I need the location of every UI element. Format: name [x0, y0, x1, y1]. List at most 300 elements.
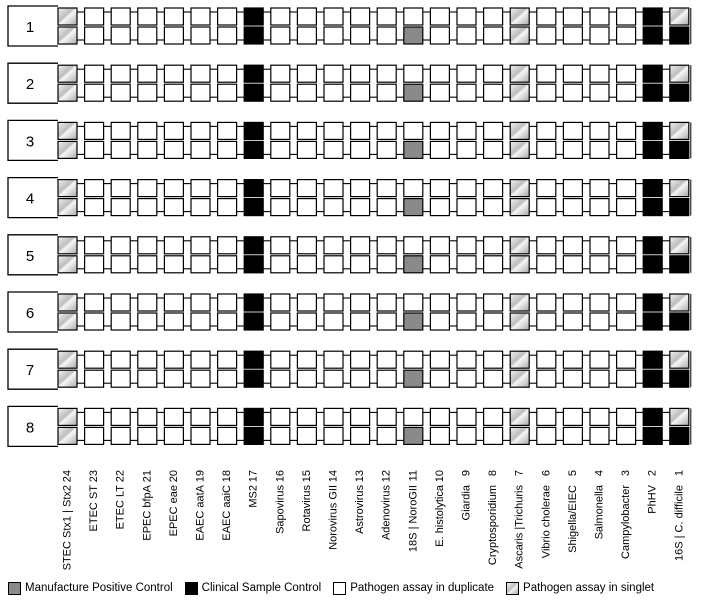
legend-label: Pathogen assay in singlet: [523, 582, 655, 594]
well-bottom: [404, 84, 423, 101]
well-top: [404, 294, 423, 311]
card-row: [8, 406, 691, 446]
well-bottom: [218, 427, 237, 444]
well-bottom: [218, 27, 237, 44]
well-top: [484, 237, 503, 254]
column-number: 12: [380, 470, 393, 483]
well-bottom: [85, 256, 104, 273]
well-bottom: [138, 141, 157, 158]
well-bottom: [590, 84, 609, 101]
well-top: [218, 122, 237, 139]
well-top: [138, 122, 157, 139]
well-bottom: [191, 84, 210, 101]
well-top: [430, 180, 449, 197]
well-bottom: [590, 370, 609, 387]
well-top: [271, 65, 290, 82]
well-bottom: [617, 256, 636, 273]
well-bottom: [351, 370, 370, 387]
well-top: [351, 180, 370, 197]
well-bottom: [404, 313, 423, 330]
well-top: [537, 122, 556, 139]
well-top: [457, 8, 476, 25]
well-top: [191, 351, 210, 368]
well-top: [643, 351, 662, 368]
well-top: [643, 8, 662, 25]
well-top: [617, 65, 636, 82]
well-bottom: [617, 427, 636, 444]
column-number: 7: [513, 470, 526, 477]
column-label: Salmonella: [593, 485, 606, 540]
column-label: Adenovirus: [380, 485, 393, 541]
well-bottom: [643, 370, 662, 387]
well-top: [617, 237, 636, 254]
column-number: 11: [407, 470, 420, 482]
column-number: 15: [300, 470, 313, 483]
well-top: [590, 180, 609, 197]
well-bottom: [297, 84, 316, 101]
well-top: [351, 237, 370, 254]
row-number: 3: [25, 133, 35, 151]
well-bottom: [430, 427, 449, 444]
well-top: [590, 122, 609, 139]
well-top: [643, 237, 662, 254]
well-bottom: [537, 427, 556, 444]
well-top: [271, 294, 290, 311]
well-top: [85, 294, 104, 311]
well-top: [164, 65, 183, 82]
well-top: [563, 237, 582, 254]
card-row: [8, 6, 691, 46]
well-top: [430, 408, 449, 425]
well-top: [484, 408, 503, 425]
well-top: [111, 180, 130, 197]
well-bottom: [111, 199, 130, 216]
well-top: [324, 122, 343, 139]
well-bottom: [218, 313, 237, 330]
well-top: [85, 408, 104, 425]
well-top: [404, 408, 423, 425]
well-top: [643, 408, 662, 425]
well-bottom: [430, 313, 449, 330]
column-number: 20: [167, 470, 180, 483]
well-top: [85, 122, 104, 139]
well-bottom: [244, 370, 263, 387]
well-bottom: [643, 313, 662, 330]
well-bottom: [457, 313, 476, 330]
well-bottom: [670, 141, 689, 158]
column-label: MS2: [247, 485, 260, 508]
well-bottom: [563, 199, 582, 216]
well-top: [537, 351, 556, 368]
well-bottom: [164, 199, 183, 216]
well-top: [244, 180, 263, 197]
well-bottom: [218, 141, 237, 158]
row-number: 6: [25, 305, 35, 322]
well-top: [191, 408, 210, 425]
well-top: [510, 122, 529, 139]
well-bottom: [377, 256, 396, 273]
well-top: [324, 294, 343, 311]
well-bottom: [111, 256, 130, 273]
well-top: [58, 351, 77, 368]
well-top: [563, 351, 582, 368]
well-top: [590, 408, 609, 425]
column-label: PhHV: [646, 485, 659, 514]
well-top: [563, 8, 582, 25]
well-top: [218, 8, 237, 25]
well-top: [670, 237, 689, 254]
well-top: [271, 351, 290, 368]
column-label: Shigella/EIEC: [566, 485, 579, 553]
well-bottom: [404, 27, 423, 44]
column-label: STEC Stx1 | Stx2: [61, 485, 74, 571]
card-row: [8, 292, 691, 332]
column-label: Campylobacter: [620, 485, 633, 559]
well-bottom: [244, 199, 263, 216]
well-bottom: [430, 199, 449, 216]
card-row: [8, 178, 691, 218]
well-bottom: [297, 256, 316, 273]
well-top: [297, 408, 316, 425]
well-top: [138, 180, 157, 197]
well-top: [191, 65, 210, 82]
well-top: [377, 8, 396, 25]
well-top: [457, 122, 476, 139]
well-top: [430, 65, 449, 82]
well-bottom: [191, 427, 210, 444]
well-top: [297, 294, 316, 311]
well-top: [510, 294, 529, 311]
well-top: [377, 237, 396, 254]
well-top: [85, 351, 104, 368]
well-bottom: [670, 313, 689, 330]
well-top: [58, 8, 77, 25]
well-bottom: [377, 199, 396, 216]
well-bottom: [85, 370, 104, 387]
well-bottom: [617, 141, 636, 158]
well-bottom: [244, 141, 263, 158]
column-number: 17: [247, 470, 260, 483]
column-number: 1: [673, 470, 686, 477]
well-bottom: [643, 256, 662, 273]
column-label: Giardia: [460, 485, 473, 521]
card-row: [8, 120, 691, 160]
well-top: [377, 122, 396, 139]
well-bottom: [510, 370, 529, 387]
column-number: 8: [487, 470, 500, 477]
well-bottom: [164, 256, 183, 273]
legend-label: Manufacture Positive Control: [25, 582, 173, 594]
column-label: ETEC ST: [88, 485, 101, 532]
well-bottom: [457, 427, 476, 444]
well-bottom: [484, 256, 503, 273]
well-bottom: [85, 27, 104, 44]
well-top: [58, 408, 77, 425]
column-number: 21: [141, 470, 154, 483]
well-top: [191, 122, 210, 139]
well-bottom: [138, 199, 157, 216]
well-bottom: [617, 27, 636, 44]
card-row: [8, 63, 691, 103]
row-number: 2: [25, 76, 35, 94]
well-bottom: [590, 141, 609, 158]
well-top: [377, 408, 396, 425]
well-top: [138, 237, 157, 254]
well-top: [404, 237, 423, 254]
well-bottom: [85, 199, 104, 216]
well-bottom: [138, 256, 157, 273]
well-bottom: [324, 141, 343, 158]
well-bottom: [191, 256, 210, 273]
row-number: 1: [25, 19, 35, 36]
well-bottom: [670, 370, 689, 387]
well-top: [324, 8, 343, 25]
column-label: Cryptosporidium: [487, 484, 500, 566]
well-bottom: [430, 27, 449, 44]
well-bottom: [457, 199, 476, 216]
well-top: [510, 180, 529, 197]
well-top: [537, 65, 556, 82]
well-top: [430, 294, 449, 311]
well-top: [351, 65, 370, 82]
well-bottom: [85, 141, 104, 158]
well-top: [670, 65, 689, 82]
well-bottom: [537, 370, 556, 387]
well-top: [297, 122, 316, 139]
well-top: [138, 408, 157, 425]
well-top: [111, 408, 130, 425]
column-label: ETEC LT: [114, 485, 127, 530]
well-top: [457, 65, 476, 82]
well-bottom: [670, 427, 689, 444]
well-top: [484, 294, 503, 311]
well-bottom: [85, 84, 104, 101]
well-top: [244, 408, 263, 425]
well-top: [297, 180, 316, 197]
well-top: [85, 65, 104, 82]
well-top: [457, 351, 476, 368]
column-label: Astrovirus: [354, 485, 367, 534]
column-number: 5: [566, 470, 579, 477]
well-top: [457, 408, 476, 425]
legend-item: [8, 582, 173, 595]
well-top: [191, 237, 210, 254]
column-label: Rotavirus: [300, 485, 313, 532]
well-top: [563, 122, 582, 139]
well-top: [324, 351, 343, 368]
well-bottom: [271, 199, 290, 216]
well-bottom: [404, 427, 423, 444]
well-top: [670, 122, 689, 139]
well-bottom: [297, 141, 316, 158]
column-number: 14: [327, 470, 340, 483]
well-top: [617, 8, 636, 25]
well-top: [404, 180, 423, 197]
well-top: [617, 180, 636, 197]
well-bottom: [430, 84, 449, 101]
well-bottom: [111, 427, 130, 444]
well-top: [111, 351, 130, 368]
well-top: [191, 180, 210, 197]
well-bottom: [191, 199, 210, 216]
card-row: [8, 235, 691, 275]
well-bottom: [537, 84, 556, 101]
well-bottom: [404, 370, 423, 387]
well-top: [510, 8, 529, 25]
well-bottom: [643, 27, 662, 44]
well-bottom: [590, 427, 609, 444]
legend-swatch: [333, 582, 346, 595]
well-top: [85, 8, 104, 25]
well-bottom: [537, 27, 556, 44]
well-top: [537, 180, 556, 197]
well-top: [510, 237, 529, 254]
well-bottom: [404, 199, 423, 216]
well-top: [244, 65, 263, 82]
well-bottom: [430, 370, 449, 387]
well-bottom: [324, 313, 343, 330]
well-top: [537, 8, 556, 25]
well-top: [617, 408, 636, 425]
column-number: 4: [593, 470, 606, 477]
well-bottom: [351, 84, 370, 101]
well-top: [670, 294, 689, 311]
well-top: [563, 408, 582, 425]
well-bottom: [244, 427, 263, 444]
well-bottom: [271, 27, 290, 44]
well-bottom: [138, 313, 157, 330]
well-bottom: [244, 84, 263, 101]
well-bottom: [670, 27, 689, 44]
well-top: [430, 122, 449, 139]
well-bottom: [58, 313, 77, 330]
well-bottom: [271, 84, 290, 101]
well-bottom: [563, 27, 582, 44]
well-bottom: [111, 84, 130, 101]
well-bottom: [617, 313, 636, 330]
well-bottom: [670, 256, 689, 273]
well-bottom: [563, 141, 582, 158]
well-top: [138, 351, 157, 368]
column-label: 18S | NoroGII: [407, 485, 420, 553]
well-bottom: [351, 27, 370, 44]
well-bottom: [377, 27, 396, 44]
well-top: [563, 65, 582, 82]
well-bottom: [510, 256, 529, 273]
well-bottom: [510, 427, 529, 444]
row-number: 5: [25, 247, 35, 265]
well-bottom: [164, 313, 183, 330]
well-bottom: [377, 370, 396, 387]
well-top: [164, 351, 183, 368]
well-top: [484, 8, 503, 25]
well-top: [484, 351, 503, 368]
column-label: Vibrio cholerae: [540, 485, 553, 559]
well-bottom: [58, 141, 77, 158]
legend-item: [185, 582, 322, 595]
well-top: [484, 65, 503, 82]
column-number: 3: [620, 470, 633, 477]
well-top: [218, 237, 237, 254]
well-top: [191, 294, 210, 311]
well-bottom: [484, 199, 503, 216]
well-top: [670, 408, 689, 425]
column-number: 10: [433, 470, 446, 483]
column-label: EAEC aatA: [194, 485, 207, 541]
legend-swatch: [185, 582, 198, 595]
well-top: [297, 237, 316, 254]
well-top: [218, 65, 237, 82]
well-top: [244, 237, 263, 254]
well-top: [138, 8, 157, 25]
well-bottom: [377, 84, 396, 101]
well-bottom: [430, 256, 449, 273]
well-bottom: [58, 84, 77, 101]
well-bottom: [244, 313, 263, 330]
well-top: [271, 408, 290, 425]
well-bottom: [58, 199, 77, 216]
well-bottom: [537, 256, 556, 273]
well-top: [218, 351, 237, 368]
well-bottom: [563, 370, 582, 387]
well-bottom: [218, 199, 237, 216]
well-top: [670, 351, 689, 368]
well-bottom: [324, 427, 343, 444]
well-bottom: [58, 256, 77, 273]
column-number: 24: [61, 470, 74, 483]
well-top: [643, 65, 662, 82]
row-number: 8: [25, 419, 35, 437]
well-bottom: [563, 427, 582, 444]
legend-label: Clinical Sample Control: [201, 582, 322, 594]
legend-item: [333, 582, 494, 595]
well-top: [297, 351, 316, 368]
well-bottom: [484, 427, 503, 444]
well-top: [111, 65, 130, 82]
well-top: [404, 65, 423, 82]
well-bottom: [351, 256, 370, 273]
well-bottom: [590, 199, 609, 216]
column-label: Norovirus GII: [327, 485, 340, 550]
legend-swatch: [506, 582, 519, 595]
well-bottom: [297, 27, 316, 44]
well-bottom: [351, 199, 370, 216]
well-bottom: [351, 141, 370, 158]
well-top: [164, 408, 183, 425]
well-bottom: [58, 427, 77, 444]
column-number: 9: [460, 470, 473, 477]
well-bottom: [191, 141, 210, 158]
column-number: 6: [540, 470, 553, 477]
legend: [8, 578, 720, 598]
column-label: EPEC eae: [167, 485, 180, 537]
well-bottom: [324, 256, 343, 273]
well-top: [297, 65, 316, 82]
well-top: [537, 294, 556, 311]
well-bottom: [457, 370, 476, 387]
well-top: [244, 8, 263, 25]
well-top: [271, 122, 290, 139]
well-top: [377, 65, 396, 82]
well-bottom: [191, 27, 210, 44]
well-bottom: [111, 27, 130, 44]
well-bottom: [457, 141, 476, 158]
column-number: 18: [221, 470, 234, 483]
well-bottom: [58, 27, 77, 44]
column-label: Sapovirus: [274, 485, 287, 534]
column-label: EPEC bfpA: [141, 485, 154, 541]
well-top: [377, 351, 396, 368]
